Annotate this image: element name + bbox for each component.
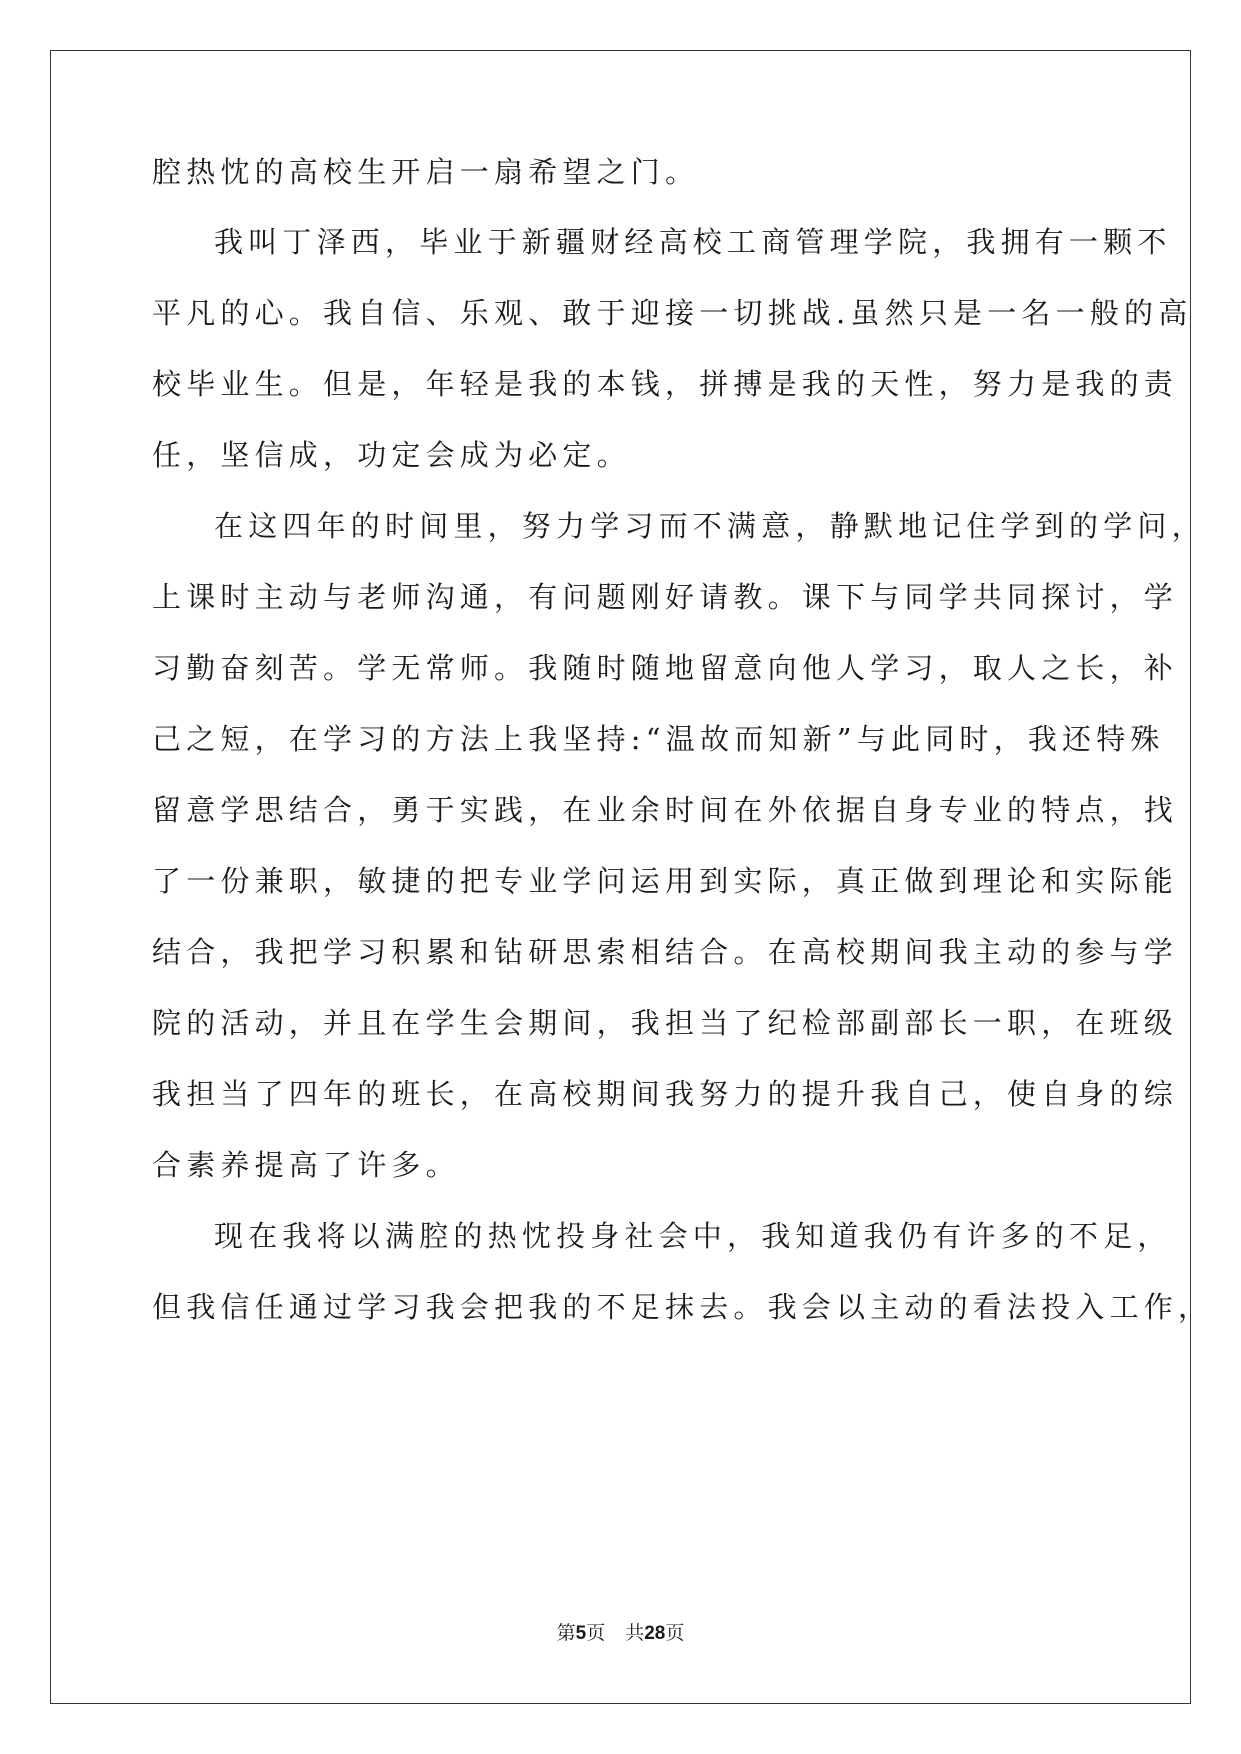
page-footer [0, 1621, 1241, 1646]
text-line: 了一份兼职，敏捷的把专业学问运用到实际，真正做到理论和实际能 [152, 864, 1179, 898]
total-pages: 28 [644, 1623, 666, 1644]
text-line: 留意学思结合，勇于实践，在业余时间在外依据自身专业的特点，找 [152, 793, 1179, 827]
page-label-suffix: 页 [586, 1622, 606, 1644]
text-line: 习勤奋刻苦。学无常师。我随时随地留意向他人学习，取人之长，补 [152, 651, 1179, 685]
text-line: 合素养提高了许多。 [152, 1148, 460, 1182]
total-label-suffix: 页 [665, 1622, 685, 1644]
text-line: 结合，我把学习积累和钻研思索相结合。在高校期间我主动的参与学 [152, 935, 1179, 969]
text-line: 我叫丁泽西，毕业于新疆财经高校工商管理学院，我拥有一颗不 [214, 225, 1172, 259]
total-label-prefix: 共 [625, 1622, 645, 1644]
text-line: 己之短，在学习的方法上我坚持:“温故而知新”与此同时，我还特殊 [152, 722, 1165, 756]
text-line: 腔热忱的高校生开启一扇希望之门。 [152, 155, 700, 189]
text-line: 校毕业生。但是，年轻是我的本钱，拼搏是我的天性，努力是我的责 [152, 367, 1179, 401]
text-line: 任，坚信成，功定会成为必定。 [152, 438, 631, 472]
text-line: 现在我将以满腔的热忱投身社会中，我知道我仍有许多的不足， [214, 1219, 1172, 1253]
text-line: 在这四年的时间里，努力学习而不满意，静默地记住学到的学问， [214, 509, 1206, 543]
page-label-prefix: 第 [556, 1622, 576, 1644]
text-line: 上课时主动与老师沟通，有问题刚好请教。课下与同学共同探讨，学 [152, 580, 1179, 614]
text-line: 平凡的心。我自信、乐观、敢于迎接一切挑战.虽然只是一名一般的高 [152, 296, 1193, 330]
text-line: 院的活动，并且在学生会期间，我担当了纪检部副部长一职，在班级 [152, 1006, 1179, 1040]
text-line: 我担当了四年的班长，在高校期间我努力的提升我自己，使自身的综 [152, 1077, 1179, 1111]
text-line: 但我信任通过学习我会把我的不足抹去。我会以主动的看法投入工作， [152, 1290, 1213, 1324]
page-number: 5 [575, 1623, 587, 1644]
